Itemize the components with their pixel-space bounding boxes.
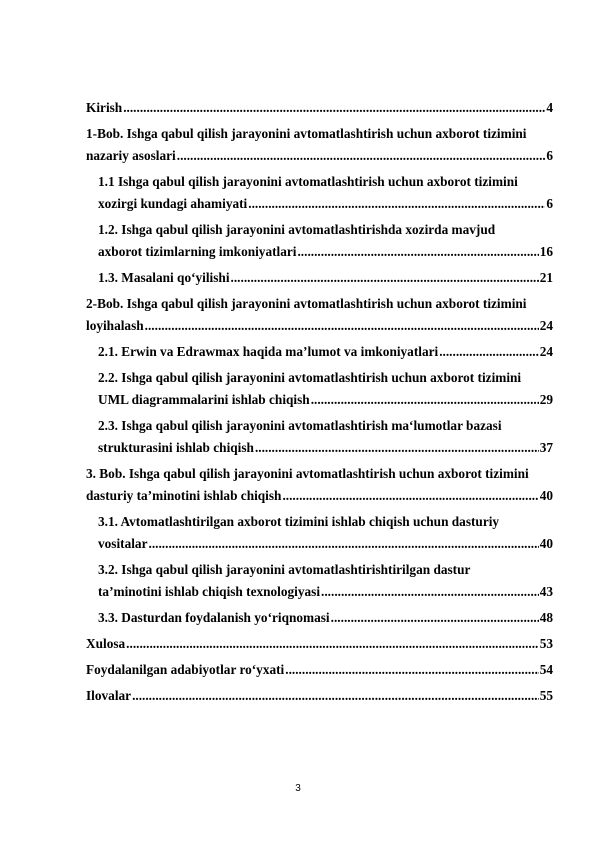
toc-entry-title-line: 3.2. Ishga qabul qilish jarayonini avtomatlashtirishtirilgan dastur <box>98 562 471 577</box>
toc-entry[interactable] <box>86 219 553 263</box>
toc-entry-title: Xulosa <box>86 636 126 651</box>
toc-entry-title: ta’minotini ishlab chiqish texnologiyasi <box>98 584 321 599</box>
toc-entry-title: xozirgi kundagi ahamiyati <box>98 196 248 211</box>
toc-entry[interactable] <box>86 341 553 363</box>
toc-page-number: 54 <box>539 662 553 677</box>
toc-dot-leader <box>331 607 539 629</box>
toc-entry-line <box>98 241 553 263</box>
toc-entry-line <box>98 437 553 459</box>
page-number: 3 <box>295 783 301 794</box>
toc-entry-line <box>98 389 553 411</box>
toc-entry-title: 1.3. Masalani qo‘yilishi <box>98 270 230 285</box>
toc-entry[interactable] <box>86 659 553 681</box>
toc-page-number: 24 <box>539 344 553 359</box>
toc-entry-title: nazariy asoslari <box>86 148 176 163</box>
toc-dot-leader <box>297 241 538 263</box>
toc-page-number: 6 <box>546 196 553 211</box>
toc-page-number: 16 <box>539 244 553 259</box>
toc-entry[interactable] <box>86 685 553 707</box>
toc-entry-title-line: 2-Bob. Ishga qabul qilish jarayonini avtomatlashtirish uchun axborot tizimini <box>86 296 527 311</box>
toc-entry[interactable] <box>86 633 553 655</box>
toc-page-number: 21 <box>539 270 553 285</box>
toc-entry[interactable] <box>86 293 553 337</box>
toc-dot-leader <box>145 315 539 337</box>
toc-entry-line <box>86 685 553 707</box>
toc-dot-leader <box>123 97 545 119</box>
toc-entry-line <box>98 341 553 363</box>
toc-page-number: 43 <box>539 584 553 599</box>
toc-entry-title: axborot tizimlarning imkoniyatlari <box>98 244 297 259</box>
toc-dot-leader <box>248 193 545 215</box>
toc-entry[interactable] <box>86 559 553 603</box>
toc-page-number: 29 <box>539 392 553 407</box>
toc-entry-title-line: 1.2. Ishga qabul qilish jarayonini avtomatlashtirishda xozirda mavjud <box>98 222 496 237</box>
toc-page-number: 48 <box>539 610 553 625</box>
toc-entry-line <box>98 267 553 289</box>
toc-dot-leader <box>177 145 546 167</box>
toc-entry[interactable] <box>86 123 553 167</box>
toc-dot-leader <box>285 659 538 681</box>
toc-entry-title-line: 1-Bob. Ishga qabul qilish jarayonini avtomatlashtirish uchun axborot tizimini <box>86 126 527 141</box>
toc-dot-leader <box>311 389 539 411</box>
toc-entry-line <box>86 315 553 337</box>
toc-entry[interactable] <box>86 267 553 289</box>
toc-entry-line <box>86 633 553 655</box>
toc-entry-title-line: 3.1. Avtomatlashtirilgan axborot tizimini ishlab chiqish uchun dasturiy <box>98 514 500 529</box>
toc-dot-leader <box>231 267 539 289</box>
toc-page-number: 40 <box>539 536 553 551</box>
toc-dot-leader <box>282 485 538 507</box>
toc-entry-line <box>98 533 553 555</box>
toc-entry-line <box>98 581 553 603</box>
toc-page-number: 37 <box>539 440 553 455</box>
toc-entry-line <box>98 193 553 215</box>
toc-dot-leader <box>149 533 539 555</box>
toc-dot-leader <box>321 581 539 603</box>
toc-entry[interactable] <box>86 97 553 119</box>
toc-entry-title: UML diagrammalarini ishlab chiqish <box>98 392 310 407</box>
toc-entry[interactable] <box>86 607 553 629</box>
toc-entry-title-line: 2.2. Ishga qabul qilish jarayonini avtomatlashtirish uchun axborot tizimini <box>98 370 522 385</box>
toc-dot-leader <box>132 685 539 707</box>
toc-entry-title: Ilovalar <box>86 688 132 703</box>
toc-entry[interactable] <box>86 415 553 459</box>
toc-entry-line <box>86 145 553 167</box>
toc-page-number: 55 <box>539 688 553 703</box>
toc-entry-line <box>86 97 553 119</box>
toc-page-number: 4 <box>546 100 553 115</box>
toc-entry-title: 3.3. Dasturdan foydalanish yo‘riqnomasi <box>98 610 330 625</box>
toc-entry-title: dasturiy ta’minotini ishlab chiqish <box>86 488 282 503</box>
toc-dot-leader <box>255 437 539 459</box>
toc-entry-title-line: 1.1 Ishga qabul qilish jarayonini avtomatlashtirish uchun axborot tizimini <box>98 174 518 189</box>
toc-entry[interactable] <box>86 171 553 215</box>
toc-entry-title: 2.1. Erwin va Edrawmax haqida ma’lumot va imkoniyatlari <box>98 344 439 359</box>
toc-entry-title: loyihalash <box>86 318 144 333</box>
toc-entry-title: Kirish <box>86 100 123 115</box>
toc-page-number: 40 <box>539 488 553 503</box>
toc-entry-line <box>86 659 553 681</box>
toc-entry[interactable] <box>86 367 553 411</box>
toc-entry[interactable] <box>86 463 553 507</box>
toc-entry-title-line: 3. Bob. Ishga qabul qilish jarayonini avtomatlashtirish uchun axborot tizimini <box>86 466 529 481</box>
toc-dot-leader <box>439 341 539 363</box>
toc-page-number: 53 <box>539 636 553 651</box>
table-of-contents <box>86 97 553 711</box>
toc-entry-title: Foydalanilgan adabiyotlar ro‘yxati <box>86 662 285 677</box>
toc-entry-line <box>86 485 553 507</box>
toc-entry-line <box>98 607 553 629</box>
toc-entry-title-line: 2.3. Ishga qabul qilish jarayonini avtomatlashtirish ma‘lumotlar bazasi <box>98 418 502 433</box>
toc-dot-leader <box>126 633 539 655</box>
toc-entry[interactable] <box>86 511 553 555</box>
toc-page-number: 24 <box>539 318 553 333</box>
toc-entry-title: strukturasini ishlab chiqish <box>98 440 254 455</box>
toc-entry-title: vositalar <box>98 536 148 551</box>
toc-page-number: 6 <box>546 148 553 163</box>
